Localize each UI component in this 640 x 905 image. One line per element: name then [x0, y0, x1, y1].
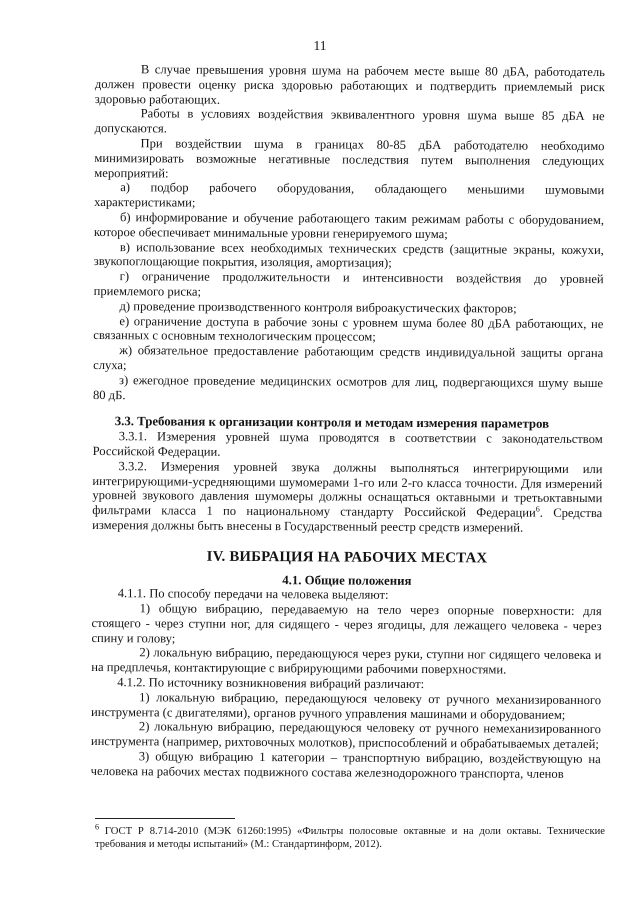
measure-item: а) подбор рабочего оборудования, обладающего меньшими шумовыми характеристиками; — [94, 180, 605, 210]
list-item: 1) общую вибрацию, передаваемую на тело через опорные поверхности: для стоящего - через ступни ног, для сидящего - через ягодицы, для лежащего человека - через спину и голову; — [91, 601, 602, 646]
paragraph — [92, 459, 602, 536]
measure-item: е) ограничение доступа в рабочие зоны с уровнем шума более 80 дБА работающих, не связанных с основным технологическим процессом; — [93, 313, 604, 345]
paragraph: 4.1.2. По источнику возникновения вибраций различают: — [117, 675, 425, 692]
measure-item: ж) обязательное предоставление работающим средств индивидуальной защиты органа слуха; — [93, 343, 604, 373]
measure-item: з) ежегодное проведение медицинских осмотров для лиц, подвергающихся шуму выше 80 дБ. — [92, 372, 604, 402]
footnote-text: ГОСТ Р 8.714-2010 (МЭК 61260:1995) «Фильтры полосовые октавные и на доли октавы. Технические требования и методы испытаний» (М.: Стандартинформ, 2012). — [95, 826, 605, 850]
paragraph-text: 3.3.2. Измерения уровней звука должны выполняться интегрирующими или интегрирующими-усредняющими шумомерами 1-го или 2-го класса точности. Для измерений уровней звукового давления шумомеры должны оснащаться октавными и третьоктавными фильтрами класса 1 по национальному стандарту Российской Федерации — [92, 458, 603, 520]
list-item: 1) локальную вибрацию, передающуюся человеку от ручного механизированного инструмента (с двигателями), органов ручного управления машинами и оборудованием; — [90, 690, 602, 722]
list-item: 2) локальную вибрацию, передающуюся через руки, ступни ног сидящего человека и на предплечья, контактирующие с вибрирующими рабочими поверхностями. — [91, 645, 602, 677]
chapter-title: IV. ВИБРАЦИЯ НА РАБОЧИХ МЕСТАХ — [206, 548, 488, 567]
paragraph: 4.1.1. По способу передачи на человека выделяют: — [117, 586, 389, 603]
footnote-ref: 6 — [535, 504, 540, 514]
document-body — [91, 62, 605, 782]
footnote — [95, 822, 605, 851]
list-item: 2) локальную вибрацию, передающуюся человеку от ручного немеханизированного инструмента (например, рихтовочных молотков), приспособлений и обрабатываемых деталей; — [90, 719, 601, 752]
measure-item: г) ограничение продолжительности и интенсивности воздействия до уровней приемлемого риска; — [93, 269, 604, 299]
measure-item: д) проведение производственного контроля виброакустических факторов; — [119, 298, 517, 316]
page-number: 11 — [313, 38, 327, 53]
section-heading: 3.3. Требования к организации контроля и методам измерения параметров — [114, 414, 550, 432]
footnote-mark: 6 — [95, 822, 99, 832]
list-item: 3) общую вибрацию 1 категории – транспортную вибрацию, воздействующую на человека на рабочих местах подвижного состава железнодорожного транспорта, членов — [90, 749, 601, 781]
footnote-divider — [95, 818, 235, 819]
paragraph: При воздействии шума в границах 80-85 дБА работодателю необходимо минимизировать возможные негативные последствия путем выполнения следующих мероприятий: — [94, 136, 605, 181]
paragraph: 3.3.1. Измерения уровней шума проводятся в соответствии с законодательством Российской Федерации. — [92, 429, 603, 459]
measure-item: в) использование всех необходимых технических средств (защитные экраны, кожухи, звукопоглощающие покрытия, изоляция, амортизация); — [93, 239, 604, 271]
paragraph: В случае превышения уровня шума на рабочем месте выше 80 дБА, работодатель должен провести оценку риска здоровью работающих и подтвердить приемлемый риск здоровью работающих. — [94, 62, 605, 107]
paragraph: Работы в условиях воздействия эквивалентного уровня шума выше 85 дБА не допускаются. — [94, 106, 605, 136]
measure-item: б) информирование и обучение работающего таким режимам работы с оборудованием, которое обеспечивает минимальные уровни генерируемого шума; — [93, 210, 605, 241]
sub-heading: 4.1. Общие положения — [282, 572, 412, 588]
paragraph-text-tail: . Средства измерения должны быть внесены в Государственный реестр средств измерений. — [92, 505, 603, 535]
